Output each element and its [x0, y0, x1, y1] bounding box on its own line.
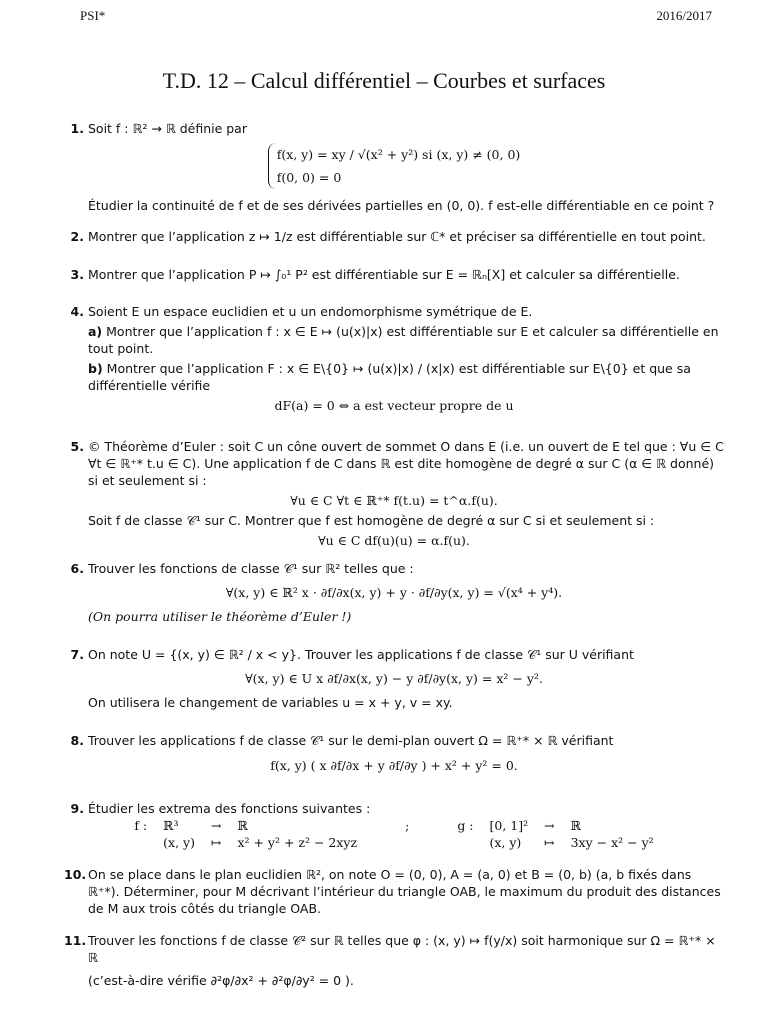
f-domain: ℝ³	[163, 818, 179, 833]
exercise-number: 4.	[70, 304, 84, 319]
exercise-text: Trouver les applications f de classe 𝒞¹ sur le demi-plan ouvert Ω = ℝ⁺* × ℝ vérifiant	[88, 733, 614, 748]
blank	[449, 834, 481, 851]
arrow: →	[544, 818, 555, 833]
g-label: g :	[457, 818, 474, 833]
function-definitions	[126, 817, 661, 851]
f-variables: (x, y)	[163, 835, 195, 850]
g-domain: [0, 1]²	[489, 818, 529, 833]
exercise-text: Soient E un espace euclidien et u un endomorphisme symétrique de E.	[88, 304, 533, 319]
case-line: f(x, y) = xy / √(x² + y²) si (x, y) ≠ (0, 0)	[276, 147, 521, 162]
exercise-number: 11.	[64, 933, 87, 948]
exercise-text: © Théorème d’Euler : soit C un cône ouvert de sommet O dans E (i.e. un ouvert de E tel que : ∀u ∈ C ∀t ∈ ℝ⁺* t.u ∈ C). Une application f de C dans ℝ est dite homogène de degré α sur C (α ∈ ℝ donné) si et seulement si :	[88, 439, 724, 488]
case-line: f(0, 0) = 0	[276, 170, 342, 185]
exercise-text: On utilisera le changement de variables u = x + y, v = xy.	[88, 695, 453, 710]
exercise-7	[64, 646, 724, 711]
exercise-number: 7.	[70, 647, 84, 662]
exercise-8	[64, 732, 724, 782]
exercise-note: (On pourra utiliser le théorème d’Euler !)	[88, 609, 352, 624]
blank	[126, 834, 155, 851]
exercise-9	[64, 800, 724, 851]
exercise-intro: Soit f : ℝ² → ℝ définie par	[88, 121, 247, 136]
sub-question-b	[88, 360, 724, 394]
separator: ;	[405, 818, 410, 833]
formula: ∀u ∈ C ∀t ∈ ℝ⁺* f(t.u) = t^α.f(u).	[290, 493, 498, 508]
exercise-number: 10.	[64, 867, 87, 882]
exercise-text: Montrer que l’application P ↦ ∫₀¹ P² est différentiable sur E = ℝₙ[X] et calculer sa différentielle.	[88, 267, 680, 282]
exercise-11	[64, 932, 724, 989]
exercise-text: (c’est-à-dire vérifie ∂²φ/∂x² + ∂²φ/∂y² = 0 ).	[88, 973, 354, 988]
header-right: 2016/2017	[656, 8, 712, 23]
page-title: T.D. 12 – Calcul différentiel – Courbes et surfaces	[162, 68, 606, 93]
exercise-text: On se place dans le plan euclidien ℝ², on note O = (0, 0), A = (a, 0) et B = (0, b) (a, b fixés dans ℝ⁺*). Déterminer, pour M décrivant l’intérieur du triangle OAB, le maximum du produit des distances de M aux trois côtés du triangle OAB.	[88, 867, 721, 916]
exercise-3	[64, 266, 724, 283]
f-label: f :	[134, 818, 148, 833]
piecewise-definition	[268, 143, 521, 189]
exercise-1	[64, 120, 724, 214]
sub-label: b)	[88, 361, 103, 376]
arrow: →	[210, 818, 222, 833]
formula: ∀(x, y) ∈ U x ∂f/∂x(x, y) − y ∂f/∂y(x, y) = x² − y².	[245, 671, 543, 686]
exercise-text: Étudier les extrema des fonctions suivantes :	[88, 801, 371, 816]
sub-text: Montrer que l’application F : x ∈ E\{0} ↦ (u(x)|x) / (x|x) est différentiable sur E\{0} et que sa différentielle vérifie	[88, 361, 691, 393]
g-codomain: ℝ	[570, 818, 581, 833]
exercise-2	[64, 228, 724, 245]
exercise-text: Montrer que l’application z ↦ 1/z est différentiable sur ℂ* et préciser sa différentielle en tout point.	[88, 229, 706, 244]
f-expression: x² + y² + z² − 2xyz	[237, 835, 358, 850]
exercise-text: Trouver les fonctions f de classe 𝒞² sur ℝ telles que φ : (x, y) ↦ f(y/x) soit harmonique sur Ω = ℝ⁺* × ℝ	[88, 933, 716, 965]
sub-text: Montrer que l’application f : x ∈ E ↦ (u(x)|x) est différentiable sur E et calculer sa différentielle en tout point.	[88, 324, 719, 356]
exercise-number: 5.	[70, 439, 84, 454]
exercise-6	[64, 560, 724, 625]
formula: f(x, y) ( x ∂f/∂x + y ∂f/∂y ) + x² + y² = 0.	[270, 758, 518, 773]
g-expression: 3xy − x² − y²	[570, 835, 654, 850]
exercise-text: Trouver les fonctions de classe 𝒞¹ sur ℝ² telles que :	[88, 561, 414, 576]
g-variables: (x, y)	[489, 835, 522, 850]
sub-label: a)	[88, 324, 103, 339]
exercise-number: 3.	[70, 267, 84, 282]
exercise-5	[64, 438, 724, 552]
sub-question-a	[88, 323, 724, 357]
exercise-text: Étudier la continuité de f et de ses dérivées partielles en (0, 0). f est-elle différentiable en ce point ?	[88, 198, 715, 213]
maps-to: ↦	[210, 835, 222, 850]
exercise-text: On note U = {(x, y) ∈ ℝ² / x < y}. Trouver les applications f de classe 𝒞¹ sur U vérifiant	[88, 647, 634, 662]
formula: ∀u ∈ C df(u)(u) = α.f(u).	[318, 533, 470, 548]
exercise-10	[64, 866, 724, 917]
exercise-number: 8.	[70, 733, 84, 748]
header-left: PSI*	[80, 8, 106, 23]
f-codomain: ℝ	[237, 818, 248, 833]
exercise-number: 2.	[70, 229, 84, 244]
exercise-number: 9.	[70, 801, 84, 816]
formula: dF(a) = 0 ⇔ a est vecteur propre de u	[274, 398, 514, 413]
exercise-text: Soit f de classe 𝒞¹ sur C. Montrer que f est homogène de degré α sur C si et seulement si :	[88, 513, 655, 528]
exercise-number: 1.	[70, 121, 84, 136]
maps-to: ↦	[544, 835, 555, 850]
formula: ∀(x, y) ∈ ℝ² x · ∂f/∂x(x, y) + y · ∂f/∂y(x, y) = √(x⁴ + y⁴).	[225, 585, 563, 600]
exercise-4	[64, 303, 724, 417]
exercise-number: 6.	[70, 561, 84, 576]
